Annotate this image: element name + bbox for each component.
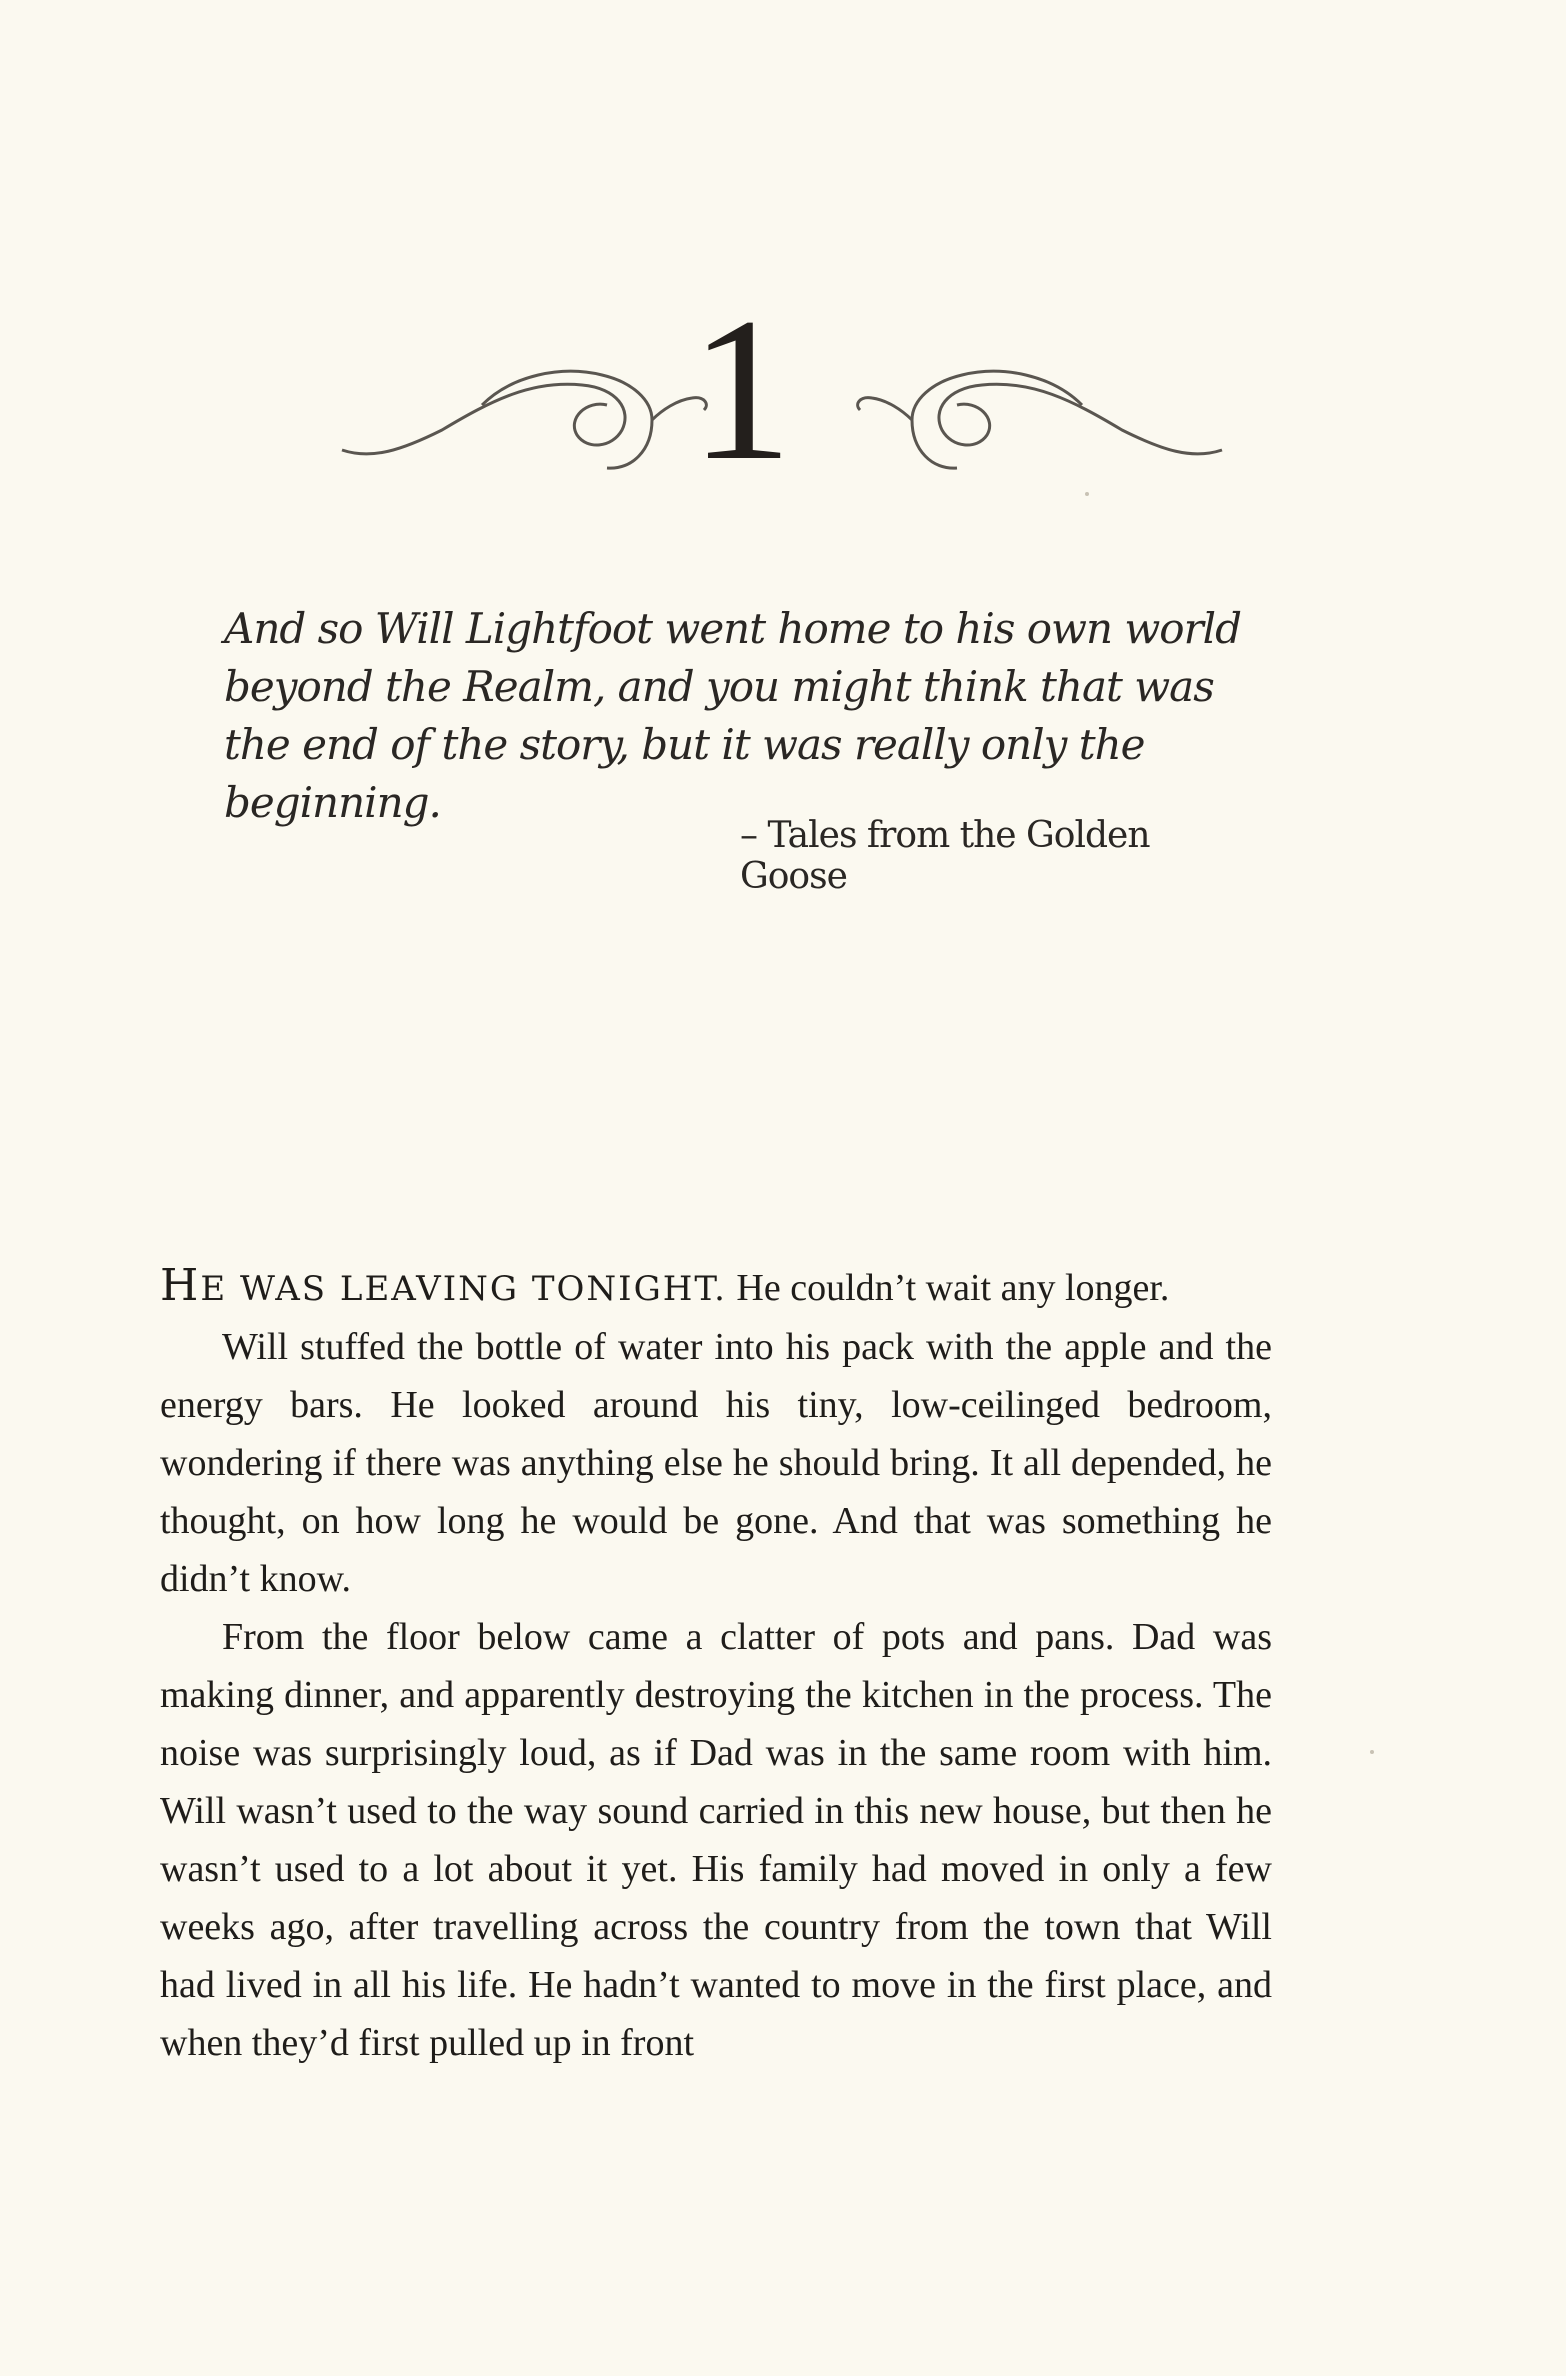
paragraph-2: Will stuffed the bottle of water into his pack with the apple and the energy bars. He looked around his tiny, low-ceilinged bedroom, wondering if there was anything else he should bring. It all depended, he thought, on how long he would be gone. And that was something he didn’t know.	[160, 1326, 1272, 1600]
paragraph-3: From the floor below came a clatter of pots and pans. Dad was making dinner, and apparently destroying the kitchen in the process. The noise was surprisingly loud, as if Dad was in the same room with him. Will wasn’t used to the way sound carried in this new house, but then he wasn’t used to a lot about it yet. His family had moved in only a few weeks ago, after travelling across the country from the town that Will had lived in all his life. He hadn’t wanted to move in the first place, and when they’d first pulled up in front	[160, 1616, 1272, 2064]
paper-speck	[1085, 492, 1089, 496]
epigraph-attribution: – Tales from the Golden Goose	[740, 815, 1150, 897]
paragraph-1	[160, 1257, 1272, 1318]
paper-speck	[1370, 1750, 1374, 1754]
lead-first-letter: H	[160, 1260, 201, 1311]
chapter-number: 1	[690, 276, 793, 503]
lead-smallcaps: E WAS LEAVING TONIGHT.	[200, 1269, 727, 1309]
epigraph-text: And so Will Lightfoot went home to his own world beyond the Realm, and you might think that was the end of the story, but it was really only the beginning.	[224, 604, 1241, 827]
lead-in	[160, 1260, 727, 1311]
paragraph-1-rest: He couldn’t wait any longer.	[726, 1267, 1170, 1309]
chapter-body	[160, 1257, 1272, 2072]
epigraph	[224, 600, 1244, 832]
